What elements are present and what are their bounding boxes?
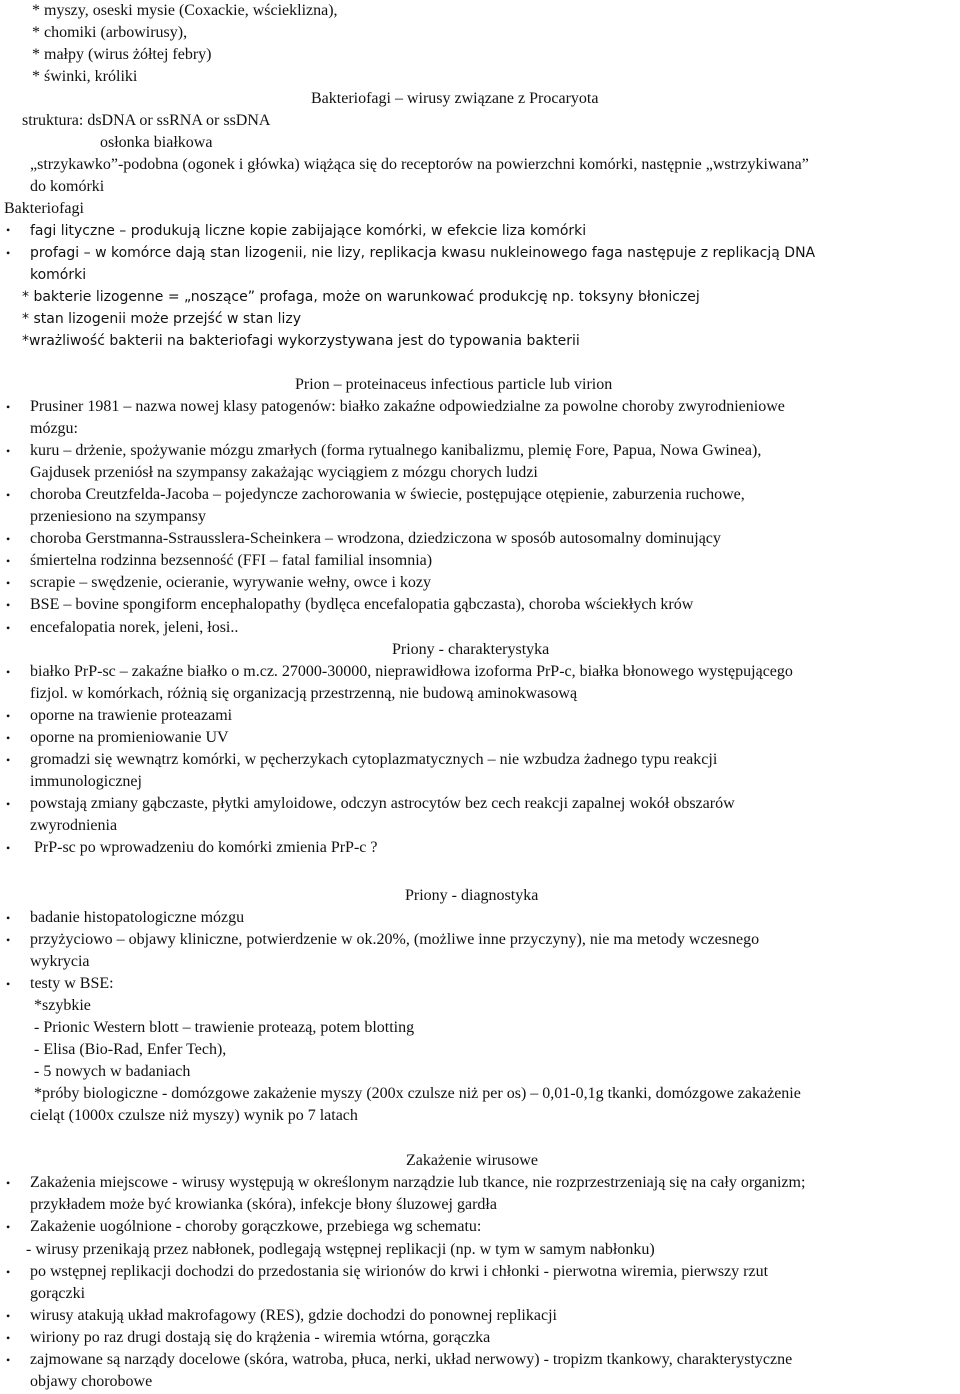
text-line: oporne na promieniowanie UV: [30, 729, 229, 746]
bullet-icon: •: [6, 1309, 11, 1323]
section-heading: Bakteriofagi – wirusy związane z Procaryota: [311, 90, 599, 107]
text-line: białko PrP-sc – zakaźne białko o m.cz. 27000-30000, nieprawidłowa izoforma PrP-c, białka błonowego występującego: [30, 663, 793, 680]
text-line: przykładem może być krowianka (skóra), infekcje błony śluzowej gardła: [30, 1196, 497, 1213]
text-line: badanie histopatologiczne mózgu: [30, 909, 245, 926]
section-heading: Prion – proteinaceus infectious particle lub virion: [295, 376, 613, 393]
text-line: oporne na trawienie proteazami: [30, 707, 233, 724]
bullet-icon: •: [6, 444, 11, 458]
bullet-icon: •: [6, 532, 11, 546]
bullet-icon: •: [6, 223, 11, 237]
bullet-icon: •: [6, 753, 11, 767]
bullet-icon: •: [6, 1353, 11, 1367]
bullet-icon: •: [6, 1265, 11, 1279]
text-line: gromadzi się wewnątrz komórki, w pęcherzykach cytoplazmatycznych – nie wzbudza żadnego typu reakcji: [30, 751, 718, 768]
text-line: *szybkie: [34, 997, 91, 1014]
text-line: choroba Creutzfelda-Jacoba – pojedyncze zachorowania w świecie, postępujące otępienie, zaburzenia ruchowe,: [30, 486, 745, 503]
text-line: immunologicznej: [30, 773, 142, 790]
text-line: wykrycia: [30, 953, 90, 970]
text-line: wiriony po raz drugi dostają się do krążenia - wiremia wtórna, gorączka: [30, 1329, 491, 1346]
text-line: profagi – w komórce dają stan lizogenii, nie lizy, replikacja kwasu nukleinowego faga następuje z replikacją DNA: [30, 245, 816, 261]
bullet-icon: •: [6, 598, 11, 612]
text-line: Bakteriofagi: [4, 200, 84, 217]
text-line: po wstępnej replikacji dochodzi do przedostania się wirionów do krwi i chłonki - pierwotna wiremia, pierwszy rzut: [30, 1263, 769, 1280]
bullet-icon: •: [6, 554, 11, 568]
text-line: - wirusy przenikają przez nabłonek, podlegają wstępnej replikacji (np. w tym w samym nabłonku): [26, 1241, 655, 1258]
text-line: struktura: dsDNA or ssRNA or ssDNA: [22, 112, 271, 129]
bullet-icon: •: [6, 1220, 11, 1234]
text-line: przeniesiono na szympansy: [30, 508, 206, 525]
bullet-icon: •: [6, 488, 11, 502]
text-line: scrapie – swędzenie, ocieranie, wyrywanie wełny, owce i kozy: [30, 574, 432, 591]
text-line: do komórki: [30, 178, 105, 195]
bullet-icon: •: [6, 841, 11, 855]
text-line: * myszy, oseski mysie (Coxackie, wściekliznа),: [32, 2, 338, 19]
bullet-icon: •: [6, 621, 11, 635]
text-line: Zakażenia miejscowe - wirusy występują w określonym narządzie lub tkance, nie rozprzestrzeniają się na cały organizm;: [30, 1174, 806, 1191]
text-line: * małpy (wirus żółtej febry): [32, 46, 212, 63]
text-line: wirusy atakują układ makrofagowy (RES), gdzie dochodzi do ponownej replikacji: [30, 1307, 557, 1324]
text-line: mózgu:: [30, 420, 78, 437]
bullet-icon: •: [6, 576, 11, 590]
bullet-icon: •: [6, 911, 11, 925]
text-line: * chomiki (arbowirusy),: [32, 24, 188, 41]
text-line: *próby biologiczne - domózgowe zakażenie myszy (200x czulsze niż per os) – 0,01-0,1g tkanki, domózgowe zakażenie: [34, 1085, 801, 1102]
text-line: powstają zmiany gąbczaste, płytki amyloidowe, odczyn astrocytów bez cech reakcji zapalnej wokół obszarów: [30, 795, 735, 812]
text-line: śmiertelna rodzinna bezsenność (FFI – fatal familial insomnia): [30, 552, 433, 569]
text-line: *wrażliwość bakterii na bakteriofagi wykorzystywana jest do typowania bakterii: [22, 333, 580, 349]
bullet-icon: •: [6, 977, 11, 991]
bullet-icon: •: [6, 709, 11, 723]
bullet-icon: •: [6, 665, 11, 679]
text-line: przyżyciowo – objawy kliniczne, potwierdzenie w ok.20%, (możliwe inne przyczyny), nie ma metody wczesnego: [30, 931, 760, 948]
bullet-icon: •: [6, 933, 11, 947]
text-line: * świnki, króliki: [32, 68, 138, 85]
text-line: * bakterie lizogenne = „noszące” profaga, może on warunkować produkcję np. toksyny błoniczej: [22, 289, 700, 305]
text-line: gorączki: [30, 1285, 86, 1302]
text-line: Zakażenie uogólnione - choroby gorączkowe, przebiega wg schematu:: [30, 1218, 482, 1235]
text-line: testy w BSE:: [30, 975, 114, 992]
text-line: komórki: [30, 267, 87, 283]
text-line: objawy chorobowe: [30, 1373, 153, 1390]
text-line: PrP-sc po wprowadzeniu do komórki zmienia PrP-c ?: [34, 839, 378, 856]
text-line: osłonka białkowa: [100, 134, 213, 151]
bullet-icon: •: [6, 1331, 11, 1345]
text-line: zwyrodnienia: [30, 817, 118, 834]
text-line: - Elisa (Bio-Rad, Enfer Tech),: [34, 1041, 227, 1058]
text-line: „strzykawko”-podobna (ogonek i główka) wiążąca się do receptorów na powierzchni komórki, następnie „wstrzykiwana”: [30, 156, 809, 173]
bullet-icon: •: [6, 400, 11, 414]
text-line: - 5 nowych w badaniach: [34, 1063, 191, 1080]
text-line: choroba Gerstmanna-Sstrausslera-Scheinkera – wrodzona, dziedziczona w sposób autosomalny dominujący: [30, 530, 721, 547]
bullet-icon: •: [6, 731, 11, 745]
text-line: * stan lizogenii może przejść w stan lizy: [22, 311, 301, 327]
bullet-icon: •: [6, 246, 11, 260]
text-line: Prusiner 1981 – nazwa nowej klasy patogenów: białko zakaźne odpowiedzialne za powolne choroby zwyrodnieniowe: [30, 398, 785, 415]
section-heading: Priony - diagnostyka: [405, 887, 539, 904]
text-line: fizjol. w komórkach, różnią się organizacją przestrzenną, nie budową aminokwasową: [30, 685, 578, 702]
text-line: fagi lityczne – produkują liczne kopie zabijające komórki, w efekcie liza komórki: [30, 223, 587, 239]
bullet-icon: •: [6, 1176, 11, 1190]
text-line: zajmowane są narządy docelowe (skóra, watroba, płuca, nerki, układ nerwowy) - tropizm tkankowy, charakterystyczne: [30, 1351, 793, 1368]
text-line: Gajdusek przeniósł na szympansy zakażając wyciągiem z mózgu chorych ludzi: [30, 464, 538, 481]
section-heading: Priony - charakterystyka: [392, 641, 550, 658]
text-line: - Prionic Western blott – trawienie proteazą, potem blotting: [34, 1019, 415, 1036]
text-line: cieląt (1000x czulsze niż myszy) wynik po 7 latach: [30, 1107, 358, 1124]
bullet-icon: •: [6, 797, 11, 811]
text-line: kuru – drżenie, spożywanie mózgu zmarłych (forma rytualnego kanibalizmu, plemię Fore, Papua, Nowa Gwinea),: [30, 442, 762, 459]
section-heading: Zakażenie wirusowe: [406, 1152, 538, 1169]
text-line: encefalopatia norek, jeleni, łosi..: [30, 619, 239, 636]
text-line: BSE – bovine spongiform encephalopathy (bydlęca encefalopatia gąbczasta), choroba wściekłych krów: [30, 596, 694, 613]
